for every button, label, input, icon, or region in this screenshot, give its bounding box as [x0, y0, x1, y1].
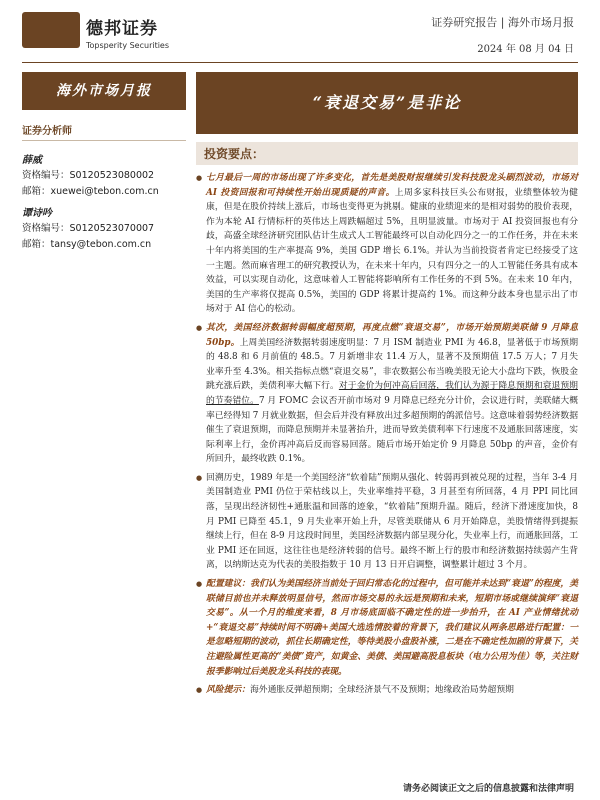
- risk-warning: [196, 683, 578, 698]
- logo-icon: [22, 12, 80, 48]
- analyst-entry: [22, 204, 186, 251]
- page-header: [0, 0, 600, 58]
- analyst-email[interactable]: 邮箱：xuewei@tebon.com.cn: [22, 186, 159, 197]
- risk-label: 风险提示：: [206, 685, 250, 696]
- brand: [86, 14, 169, 50]
- key-points-section: [196, 142, 578, 702]
- report-category-title: 海外市场月报: [22, 72, 186, 110]
- key-point-paragraph: [196, 171, 578, 317]
- report-date: 2024 年 08 月 04 日: [477, 44, 574, 55]
- body-text: 上周多家科技巨头公布财报，业绩整体较为健康，但是在股价持续上涨后，市场也变得更为挑剔。健康的业绩迎来的是相对弱势的股价表现，作为本轮 AI 行情标杆的英伟达上周跌幅超过 5%，且明显波量。市场对于 AI 投资回报也有分歧，高盛全球经济研究团队估计生成式人工智能最终可以自动化四分之一的工作任务，并在未来十年内将美国的生产率提高 9%，美国 GDP 增长 6.1%。并认为当前投资者肯定已经接受了这一主题。然而麻省理工的研究教授认为，在未来十年内，只有四分之一的人工智能任务具有成本效益，可以实现自动化，这意味着人工智能将影响所有工作任务的不到 5%。在未来 10 年内，美国的生产率将仅提高 0.5%，美国的 GDP 将累计提高约 1%。而这种分歧本身也显示出了市场对于 AI 信心的松动。: [206, 187, 578, 315]
- header-divider: [22, 62, 578, 63]
- key-point-paragraph: [196, 321, 578, 467]
- brand-name-cn: 德邦证券: [86, 19, 158, 39]
- report-type: 证券研究报告 | 海外市场月报: [431, 16, 574, 29]
- body-text: 7 月 FOMC 会议否开前市场对 9 月降息已经充分计价，会议进行时，美联储大概率已经得知 7 月就业数据，但会后并没有释放出过多超预期的鸽派信号。这意味着弱势经济数据催生了衰退预期，而降息预期并未显著抬升，进而导致美债利率下行速度不及通胀回落速度，实际利率上行，金价再冲高后反而容易回落。随后市场开始定价 9 月降息 50bp 的声音，金价有所回升，最终收跌 0.1%。: [206, 395, 578, 465]
- analyst-cert: 资格编号：S0120523080002: [22, 170, 155, 181]
- report-title: “衰退交易”是非论: [196, 72, 578, 134]
- underlined-text: 对于金价为何冲高后回落，我们认为源于降息预期和衰退预期的节奏错位。: [206, 381, 578, 406]
- key-point-paragraph: [196, 471, 578, 573]
- risk-text: 海外通胀反弹超预期；全球经济景气不及预期；地缘政治局势超预期: [250, 685, 514, 696]
- body-text: 上周美国经济数据转弱速度明显：7 月 ISM 制造业 PMI 为 46.8，显著低于市场预期的 48.8 和 6 月前值的 48.5。7 月新增非农 11.4 万人，显著不及预期值 17.5 万人；7 月失业率升至 4.3%。相关指标点燃“衰退交易”，非农数据公布当晚美股无论大小盘均下跌，恢股金跳充涨后跌，美债利率大幅下行。: [206, 337, 578, 392]
- key-points-title: 投资要点：: [196, 142, 578, 165]
- highlight-text: 七月最后一周的市场出现了许多变化，首先是美股财报继续引发科技股龙头刷烈波动，市场对 AI 投资回报和可持续性开始出现质疑的声音。: [206, 173, 578, 198]
- analyst-email[interactable]: 邮箱：tansy@tebon.com.cn: [22, 239, 152, 250]
- analyst-name: 谭诗吟: [22, 208, 52, 219]
- brand-name-en: Topsperity Securities: [86, 41, 170, 50]
- analyst-section-title: 证券分析师: [22, 122, 186, 141]
- key-point-paragraph: [196, 577, 578, 679]
- highlight-text: 配置建议：我们认为美国经济当前处于回归常态化的过程中，但可能并未达到“衰退”的程度，美联储目前也并未释放明显信号，然而市场交易的永远是预期和未来，短期市场或继续演绎“衰退交易”。从一个月的维度来看，8 月市场底面临不确定性的进一步抬升，在 AI 产业情绪扰动+“衰退交易”持续时间不明确+美国大选选情胶着的背景下，我们建议从两条思路进行配置：一是忽略短期的波动，抓住长期确定性，等待美股小盘股补涨，二是在不确定性加剧的背景下，关注避险属性更高的“美债”资产，如黄金、美债、美国避高股息板块（电力公用为佳）等，关注财报季影响过后美股龙头科技的表现。: [206, 579, 578, 677]
- header-meta: [431, 14, 574, 55]
- body-text: 回溯历史，1989 年是一个美国经济“软着陆”预期从强化、转弱再到被兑现的过程，当年 3-4 月美国制造业 PMI 仍位于荣枯线以上，失业率维持平稳，3 月甚至有所回落，4 月 PPI 同比回落，呈现出经济韧性+通胀温和回落的迹象，“软着陆”预期升温。随后，经济下滑速度加快，8 月 PMI 已降至 45.1，9 月失业率开始上升，尽管美联储从 6 月开始降息，美股情绪得到提振继续上行，但在 8-9 月这段时间里，美国经济数据内部呈现分化，失业率上行，而通胀回落，工业 PMI 还在回返，这往往也是经济转弱的信号。最终不断上行的股市和经济数据持续弱产生背离，以纳斯达克为代表的美股指数于 10 月 13 日开启调整，调整累计超过 3 个月。: [206, 472, 578, 571]
- analyst-cert: 资格编号：S0120523070007: [22, 223, 155, 234]
- analyst-entry: [22, 151, 186, 198]
- analyst-panel: [22, 122, 186, 251]
- analyst-name: 薛威: [22, 155, 42, 166]
- highlight-text: 其次，美国经济数据转弱幅度超预期，再度点燃“衰退交易”，市场开始预期美联储 9 月降息 50bp。: [206, 322, 578, 348]
- disclaimer-footer: 请务必阅读正文之后的信息披露和法律声明: [402, 784, 574, 794]
